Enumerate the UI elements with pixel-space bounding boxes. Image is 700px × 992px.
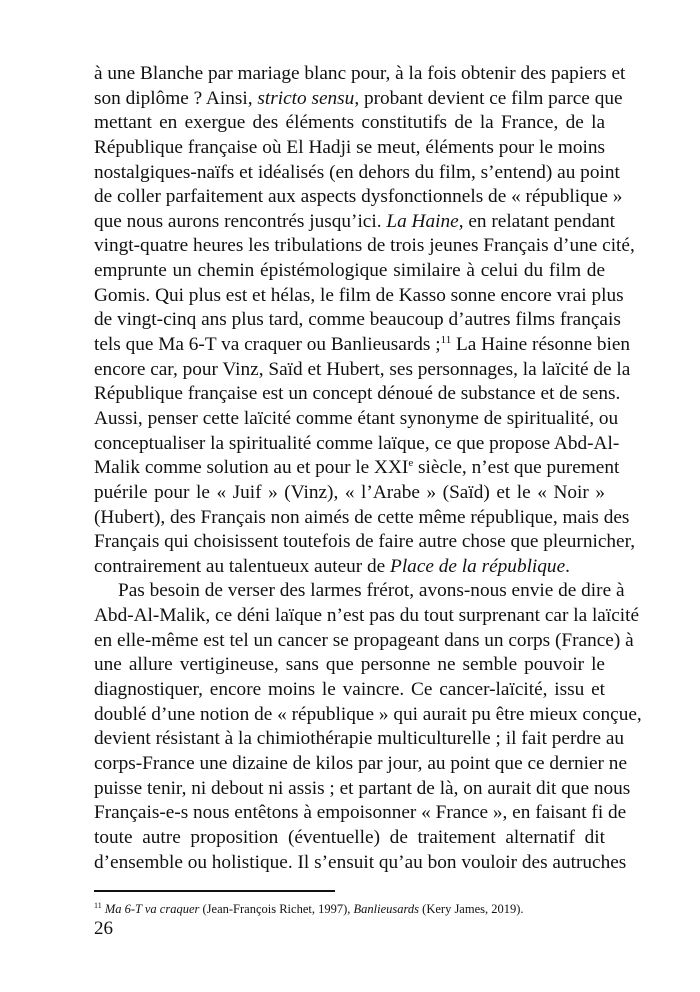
- text-line: [94, 382, 621, 407]
- text-segment: Français qui choisissent toutefois de faire autre chose que pleurnicher,: [94, 531, 636, 553]
- text-line: [94, 801, 627, 826]
- text-line: [94, 530, 636, 555]
- text-line: [94, 555, 605, 580]
- text-line: [94, 826, 605, 851]
- text-line: [94, 703, 642, 728]
- text-line: [94, 308, 621, 333]
- text-segment: La Haine résonne bien: [451, 334, 631, 356]
- text-segment: vingt-quatre heures les tribulations de trois jeunes Français d’une cité,: [94, 235, 635, 257]
- text-line: [94, 604, 640, 629]
- text-segment: Abd-Al-Malik, ce déni laïque n’est pas du tout surprenant car la laïcité: [94, 605, 640, 627]
- text-line: [94, 111, 605, 136]
- text-segment: nostalgiques-naïfs et idéalisés (en dehors du film, s’entend) au point: [94, 161, 620, 183]
- superscript: e: [408, 457, 414, 470]
- text-line: [94, 456, 620, 481]
- body-text: [94, 62, 642, 875]
- text-segment: conceptualiser la spiritualité comme laïque, ce que propose Abd-Al-: [94, 432, 620, 454]
- text-segment: .: [565, 555, 570, 577]
- text-segment: d’ensemble ou holistique. Il s’ensuit qu’au bon vouloir des autruches: [94, 851, 627, 873]
- text-segment: toute autre proposition (éventuelle) de traitement alternatif dit: [94, 826, 605, 848]
- text-line: [94, 432, 620, 457]
- text-segment: à une Blanche par mariage blanc pour, à la fois obtenir des papiers et: [94, 63, 626, 84]
- text-segment: (Hubert), des Français non aimés de cette même république, mais des: [94, 506, 630, 528]
- text-line: [94, 678, 605, 703]
- text-segment: Gomis. Qui plus est et hélas, le film de Kasso sonne encore vrai plus: [94, 284, 624, 306]
- text-segment: encore car, pour Vinz, Saïd et Hubert, ses personnages, la laïcité de la: [94, 358, 631, 380]
- footnote-number: 11: [94, 901, 102, 910]
- text-segment: , probant devient ce film parce que: [354, 87, 623, 109]
- text-line: [94, 136, 605, 161]
- text-segment: son diplôme ? Ainsi,: [94, 87, 258, 109]
- text-line: [94, 234, 635, 259]
- text-segment: doublé d’une notion de « république » qui aurait pu être mieux conçue,: [94, 703, 642, 725]
- text-segment: République française où El Hadji se meut, éléments pour le moins: [94, 136, 605, 158]
- footnote-film-title: Banlieusards: [353, 902, 420, 916]
- text-segment: puérile pour le « Juif » (Vinz), « l’Arabe » (Saïd) et le « Noir »: [94, 481, 605, 503]
- text-line: [94, 727, 625, 752]
- text-line: [94, 851, 627, 876]
- text-segment: devient résistant à la chimiothérapie multiculturelle ; il fait perdre au: [94, 728, 625, 750]
- footnote: [94, 902, 524, 917]
- text-segment: Aussi, penser cette laïcité comme étant synonyme de spiritualité, ou: [94, 407, 619, 429]
- footnote-film-title: Ma 6-T va craquer: [104, 902, 200, 916]
- text-segment: diagnostiquer, encore moins le vaincre. Ce cancer-laïcité, issu et: [94, 679, 605, 701]
- italic-text: stricto sensu: [257, 87, 355, 109]
- text-segment: de coller parfaitement aux aspects dysfonctionnels de « république »: [94, 186, 623, 208]
- text-line: [94, 259, 605, 284]
- text-line: [94, 481, 605, 506]
- text-line: [94, 752, 628, 777]
- text-segment: Pas besoin de verser des larmes frérot, avons-nous envie de dire à: [118, 580, 625, 602]
- superscript: 11: [440, 334, 452, 347]
- text-line: [94, 284, 624, 309]
- text-line: [94, 579, 625, 604]
- text-line: [94, 629, 634, 654]
- page-number: 26: [94, 918, 113, 939]
- text-line: [94, 358, 631, 383]
- text-segment: siècle, n’est que purement: [413, 457, 620, 479]
- text-line: [94, 777, 631, 802]
- text-segment: contrairement au talentueux auteur de: [94, 555, 391, 577]
- text-line: [94, 333, 631, 358]
- footnote-separator: [94, 890, 335, 892]
- text-line: [94, 185, 623, 210]
- text-segment: puisse tenir, ni debout ni assis ; et partant de là, on aurait dit que nous: [94, 777, 631, 799]
- text-segment: que nous aurons rencontrés jusqu’ici.: [94, 210, 387, 232]
- text-segment: de vingt-cinq ans plus tard, comme beaucoup d’autres films français: [94, 309, 621, 331]
- text-segment: tels que Ma 6-T va craquer ou Banlieusards ;: [94, 334, 441, 356]
- italic-text: Place de la république: [390, 555, 566, 577]
- text-segment: en elle-même est tel un cancer se propageant dans un corps (France) à: [94, 629, 634, 651]
- text-segment: Français-e-s nous entêtons à empoisonner « France », en faisant fi de: [94, 802, 627, 824]
- text-segment: mettant en exergue des éléments constitutifs de la France, de la: [94, 112, 605, 134]
- footnote-film-meta: (Kery James, 2019).: [419, 902, 524, 916]
- text-segment: , en relatant pendant: [458, 210, 616, 232]
- text-line: [94, 653, 605, 678]
- text-line: [94, 62, 626, 87]
- text-segment: République française est un concept dénoué de substance et de sens.: [94, 383, 621, 405]
- text-line: [94, 506, 630, 531]
- footnote-film-meta: (Jean-François Richet, 1997),: [199, 902, 354, 916]
- text-line: [94, 210, 616, 235]
- text-segment: Malik comme solution au et pour le XXI: [94, 457, 409, 479]
- italic-text: La Haine: [386, 210, 459, 232]
- text-segment: une allure vertigineuse, sans que personne ne semble pouvoir le: [94, 654, 605, 676]
- text-line: [94, 87, 623, 112]
- text-line: [94, 161, 620, 186]
- text-segment: corps-France une dizaine de kilos par jour, au point que ce dernier ne: [94, 752, 628, 774]
- text-segment: emprunte un chemin épistémologique similaire à celui du film de: [94, 260, 605, 282]
- text-line: [94, 407, 619, 432]
